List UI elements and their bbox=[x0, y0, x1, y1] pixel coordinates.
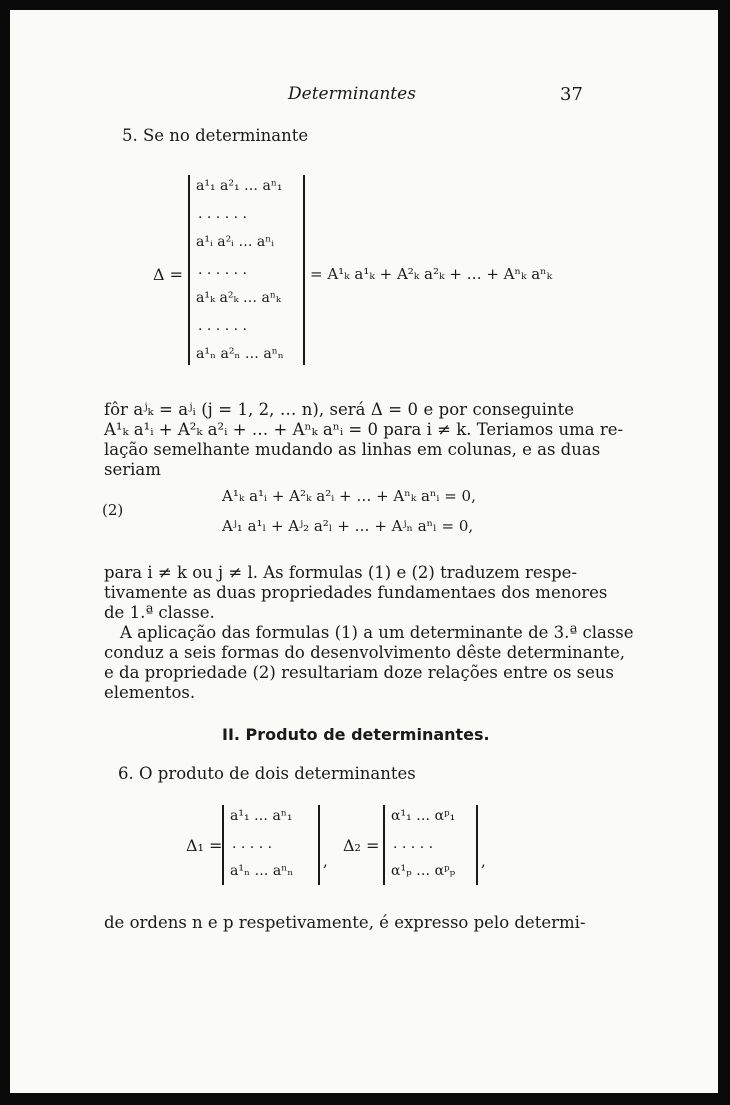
determinant-right-bar bbox=[476, 805, 478, 885]
section-title: II. Produto de determinantes. bbox=[222, 725, 490, 744]
matrix-row: a¹₁ a²₁ … aⁿ₁ bbox=[196, 178, 283, 194]
determinant-left-bar bbox=[188, 175, 190, 365]
comma: , bbox=[323, 852, 328, 870]
paragraph-line: fôr aʲₖ = aʲᵢ (j = 1, 2, … n), será Δ = 0 e por conseguinte bbox=[104, 400, 574, 419]
book-page bbox=[10, 10, 718, 1093]
equation-line: A¹ₖ a¹ᵢ + A²ₖ a²ᵢ + … + Aⁿₖ aⁿᵢ = 0, bbox=[222, 487, 476, 505]
paragraph-line: lação semelhante mudando as linhas em colunas, e as duas bbox=[104, 440, 601, 459]
delta1-label: Δ₁ = bbox=[186, 836, 223, 855]
delta2-label: Δ₂ = bbox=[343, 836, 380, 855]
paragraph-line: para i ≠ k ou j ≠ l. As formulas (1) e (2) traduzem respe- bbox=[104, 563, 578, 582]
section6-intro: 6. O produto de dois determinantes bbox=[118, 764, 416, 783]
paragraph-line: de 1.ª classe. bbox=[104, 603, 215, 622]
matrix-row: α¹ₚ … αᵖₚ bbox=[391, 863, 456, 879]
matrix-row: α¹₁ … αᵖ₁ bbox=[391, 808, 456, 824]
matrix-row: a¹ₙ a²ₙ … aⁿₙ bbox=[196, 346, 284, 362]
paragraph-line: de ordens n e p respetivamente, é expresso pelo determi- bbox=[104, 913, 586, 932]
laplace-expansion: = A¹ₖ a¹ₖ + A²ₖ a²ₖ + … + Aⁿₖ aⁿₖ bbox=[310, 265, 553, 283]
paragraph-line: conduz a seis formas do desenvolvimento dêste determinante, bbox=[104, 643, 625, 662]
paragraph-line: tivamente as duas propriedades fundamentaes dos menores bbox=[104, 583, 608, 602]
matrix-row: a¹₁ … aⁿ₁ bbox=[230, 808, 293, 824]
matrix-row: a¹ᵢ a²ᵢ … aⁿᵢ bbox=[196, 234, 275, 250]
paragraph-line: elementos. bbox=[104, 683, 196, 702]
matrix-row: . . . . . . bbox=[198, 262, 247, 278]
delta-label: Δ = bbox=[153, 265, 184, 284]
determinant-right-bar bbox=[303, 175, 305, 365]
matrix-row: . . . . . . bbox=[198, 206, 247, 222]
matrix-row: a¹ₖ a²ₖ … aⁿₖ bbox=[196, 290, 281, 306]
paragraph-line: A¹ₖ a¹ᵢ + A²ₖ a²ᵢ + … + Aⁿₖ aⁿᵢ = 0 para i ≠ k. Teriamos uma re- bbox=[104, 420, 624, 439]
matrix-row: . . . . . bbox=[393, 836, 434, 852]
paragraph-line: seriam bbox=[104, 460, 161, 479]
matrix-row: . . . . . bbox=[232, 836, 273, 852]
determinant-left-bar bbox=[383, 805, 385, 885]
section5-intro: 5. Se no determinante bbox=[122, 126, 309, 145]
determinant-right-bar bbox=[318, 805, 320, 885]
comma: , bbox=[481, 852, 486, 870]
matrix-row: a¹ₙ … aⁿₙ bbox=[230, 863, 294, 879]
page-number: 37 bbox=[560, 84, 583, 105]
paragraph-line: e da propriedade (2) resultariam doze relações entre os seus bbox=[104, 663, 615, 682]
equation-number: (2) bbox=[102, 501, 124, 519]
matrix-row: . . . . . . bbox=[198, 318, 247, 334]
paragraph-line: A aplicação das formulas (1) a um determinante de 3.ª classe bbox=[120, 623, 634, 642]
running-head: Determinantes bbox=[288, 84, 416, 104]
determinant-left-bar bbox=[222, 805, 224, 885]
equation-line: Aʲ₁ a¹ₗ + Aʲ₂ a²ₗ + … + Aʲₙ aⁿₗ = 0, bbox=[222, 517, 474, 535]
